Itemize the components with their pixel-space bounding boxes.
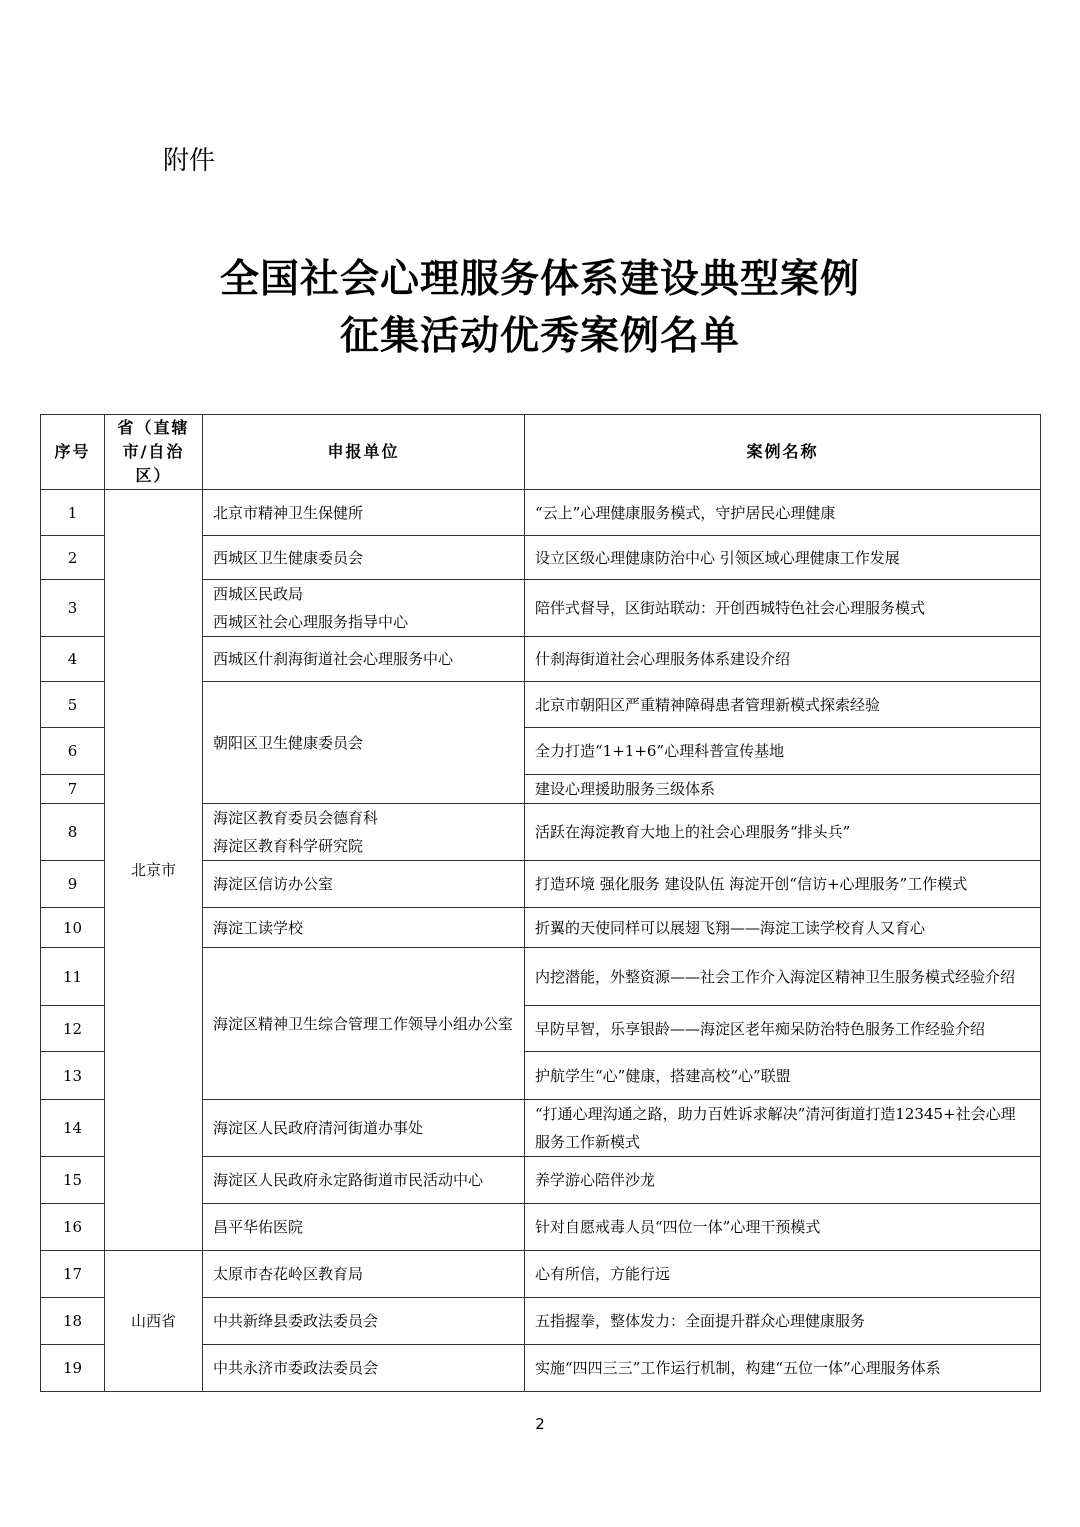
unit-cell: 海淀区精神卫生综合管理工作领导小组办公室: [203, 948, 525, 1100]
header-case: 案例名称: [525, 415, 1041, 490]
seq-cell: 5: [41, 682, 105, 728]
unit-cell: 北京市精神卫生保健所: [203, 490, 525, 536]
case-cell: 建设心理援助服务三级体系: [525, 775, 1041, 804]
unit-cell: 西城区卫生健康委员会: [203, 536, 525, 580]
case-cell: 什刹海街道社会心理服务体系建设介绍: [525, 637, 1041, 682]
seq-cell: 15: [41, 1157, 105, 1204]
case-cell: 五指握拳，整体发力：全面提升群众心理健康服务: [525, 1298, 1041, 1345]
seq-cell: 2: [41, 536, 105, 580]
unit-cell: 海淀区人民政府永定路街道市民活动中心: [203, 1157, 525, 1204]
seq-cell: 1: [41, 490, 105, 536]
case-cell: “打通心理沟通之路，助力百姓诉求解决”清河街道打造12345+社会心理服务工作新模式: [525, 1100, 1041, 1157]
header-province: 省（直辖市/自治区）: [105, 415, 203, 490]
case-cell: 早防早智，乐享银龄——海淀区老年痴呆防治特色服务工作经验介绍: [525, 1006, 1041, 1052]
case-cell: 针对自愿戒毒人员“四位一体”心理干预模式: [525, 1204, 1041, 1251]
unit-cell: 西城区民政局 西城区社会心理服务指导中心: [203, 580, 525, 637]
header-unit: 申报单位: [203, 415, 525, 490]
seq-cell: 11: [41, 948, 105, 1006]
case-cell: “云上”心理健康服务模式，守护居民心理健康: [525, 490, 1041, 536]
case-cell: 打造环境 强化服务 建设队伍 海淀开创“信访+心理服务”工作模式: [525, 861, 1041, 908]
unit-cell: 太原市杏花岭区教育局: [203, 1251, 525, 1298]
unit-cell: 中共永济市委政法委员会: [203, 1345, 525, 1392]
seq-cell: 4: [41, 637, 105, 682]
case-cell: 心有所信，方能行远: [525, 1251, 1041, 1298]
seq-cell: 6: [41, 728, 105, 775]
page-title-line-2: 征集活动优秀案例名单: [339, 314, 740, 359]
seq-cell: 9: [41, 861, 105, 908]
case-cell: 实施“四四三三”工作运行机制，构建“五位一体”心理服务体系: [525, 1345, 1041, 1392]
unit-cell: 海淀区信访办公室: [203, 861, 525, 908]
table-row: [41, 490, 1041, 536]
seq-cell: 19: [41, 1345, 105, 1392]
unit-cell: 昌平华佑医院: [203, 1204, 525, 1251]
province-cell: 山西省: [105, 1251, 203, 1392]
seq-cell: 10: [41, 908, 105, 948]
case-cell: 北京市朝阳区严重精神障碍患者管理新模式探索经验: [525, 682, 1041, 728]
table-header-row: [41, 415, 1041, 490]
case-cell: 折翼的天使同样可以展翅飞翔——海淀工读学校育人又育心: [525, 908, 1041, 948]
case-cell: 护航学生“心”健康，搭建高校“心”联盟: [525, 1052, 1041, 1100]
case-cell: 活跃在海淀教育大地上的社会心理服务“排头兵”: [525, 804, 1041, 861]
page-number: 2: [535, 1415, 545, 1433]
case-cell: 内挖潜能，外整资源——社会工作介入海淀区精神卫生服务模式经验介绍: [525, 948, 1041, 1006]
page-title-line-1: 全国社会心理服务体系建设典型案例: [219, 257, 860, 302]
seq-cell: 14: [41, 1100, 105, 1157]
header-seq: 序号: [41, 415, 105, 490]
seq-cell: 3: [41, 580, 105, 637]
attachment-label: 附件: [163, 146, 216, 176]
province-cell: 北京市: [105, 490, 203, 1251]
table-row: [41, 1251, 1041, 1298]
unit-cell: 中共新绛县委政法委员会: [203, 1298, 525, 1345]
case-table: [40, 414, 1041, 1392]
seq-cell: 16: [41, 1204, 105, 1251]
seq-cell: 18: [41, 1298, 105, 1345]
seq-cell: 8: [41, 804, 105, 861]
case-cell: 陪伴式督导，区街站联动：开创西城特色社会心理服务模式: [525, 580, 1041, 637]
seq-cell: 17: [41, 1251, 105, 1298]
case-cell: 养学游心陪伴沙龙: [525, 1157, 1041, 1204]
seq-cell: 12: [41, 1006, 105, 1052]
unit-cell: 海淀区教育委员会德育科 海淀区教育科学研究院: [203, 804, 525, 861]
unit-cell: 海淀区人民政府清河街道办事处: [203, 1100, 525, 1157]
seq-cell: 13: [41, 1052, 105, 1100]
unit-cell: 朝阳区卫生健康委员会: [203, 682, 525, 804]
unit-cell: 西城区什刹海街道社会心理服务中心: [203, 637, 525, 682]
unit-cell: 海淀工读学校: [203, 908, 525, 948]
case-cell: 设立区级心理健康防治中心 引领区域心理健康工作发展: [525, 536, 1041, 580]
seq-cell: 7: [41, 775, 105, 804]
case-cell: 全力打造“1+1+6”心理科普宣传基地: [525, 728, 1041, 775]
